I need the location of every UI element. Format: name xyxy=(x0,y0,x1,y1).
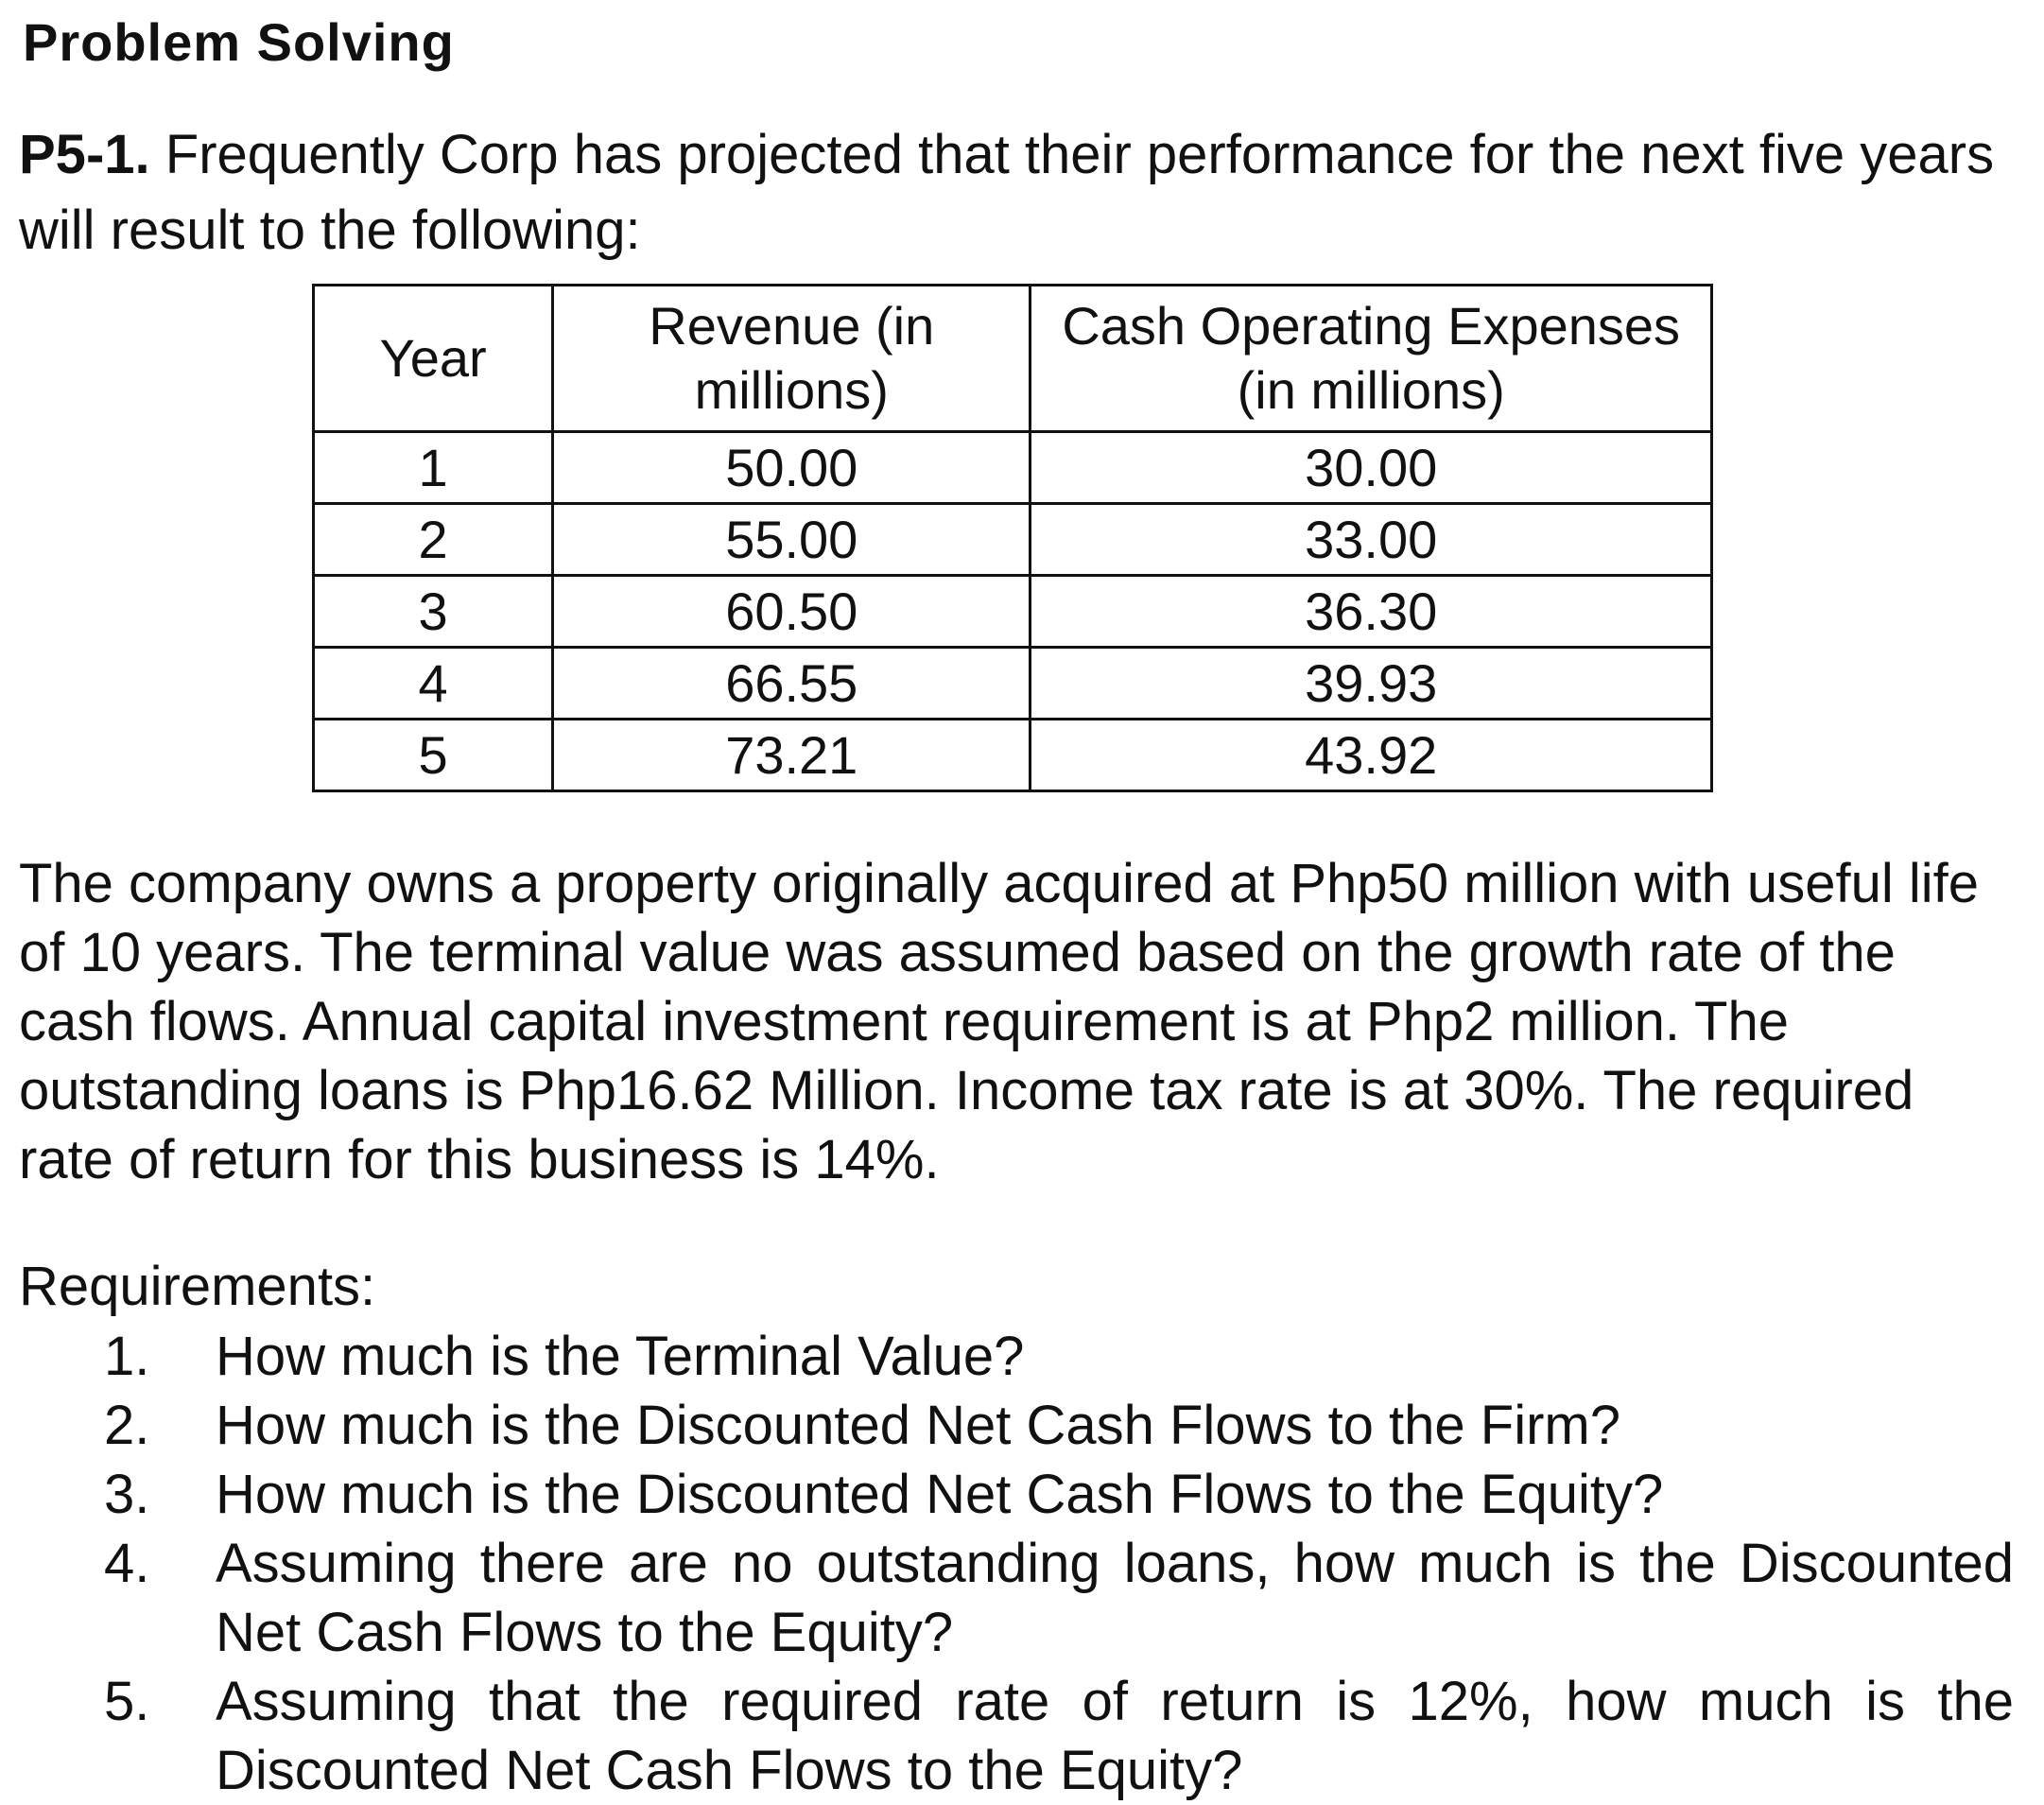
projection-table xyxy=(312,284,1713,792)
table-row xyxy=(314,648,1712,720)
item-number: 1. xyxy=(104,1326,150,1387)
list-item xyxy=(104,1529,2014,1667)
cell-expenses: 33.00 xyxy=(1031,504,1712,576)
item-text: How much is the Discounted Net Cash Flows to the Firm? xyxy=(216,1395,1620,1456)
cell-year: 5 xyxy=(314,720,553,791)
cell-expenses: 39.93 xyxy=(1031,648,1712,720)
list-item xyxy=(104,1667,2014,1805)
cell-year: 3 xyxy=(314,576,553,648)
table-header-row xyxy=(314,286,1712,432)
item-number: 2. xyxy=(104,1395,150,1456)
list-item xyxy=(104,1322,2014,1391)
item-text: How much is the Discounted Net Cash Flows to the Equity? xyxy=(216,1464,1664,1525)
requirements-list xyxy=(104,1322,2014,1805)
cell-revenue: 73.21 xyxy=(553,720,1031,791)
cell-revenue: 55.00 xyxy=(553,504,1031,576)
cell-year: 4 xyxy=(314,648,553,720)
item-text: Assuming that the required rate of return is 12%, how much is the Discounted Net Cash Flows to the Equity? xyxy=(216,1671,2014,1801)
table-row xyxy=(314,720,1712,791)
cell-revenue: 66.55 xyxy=(553,648,1031,720)
problem-intro-text: Frequently Corp has projected that their performance for the next five years will result to the following: xyxy=(19,124,1995,261)
cell-expenses: 43.92 xyxy=(1031,720,1712,791)
cell-expenses: 30.00 xyxy=(1031,432,1712,504)
cell-expenses: 36.30 xyxy=(1031,576,1712,648)
problem-id: P5-1. xyxy=(19,124,150,185)
cell-revenue: 60.50 xyxy=(553,576,1031,648)
item-number: 4. xyxy=(104,1533,150,1594)
cell-year: 2 xyxy=(314,504,553,576)
table-row xyxy=(314,576,1712,648)
list-item xyxy=(104,1460,2014,1529)
header-revenue: Revenue (in millions) xyxy=(553,286,1031,432)
table-row xyxy=(314,504,1712,576)
problem-description: The company owns a property originally acquired at Php50 million with useful life of 10 years. The terminal value was assumed based on the growth rate of the cash flows. Annual capital investment requirement is at Php2 million. The outstanding loans is Php16.62 Million. Income tax rate is at 30%. The required rate of return for this business is 14%. xyxy=(19,853,1979,1190)
table-row xyxy=(314,432,1712,504)
header-expenses: Cash Operating Expenses (in millions) xyxy=(1031,286,1712,432)
item-text: How much is the Terminal Value? xyxy=(216,1326,1025,1387)
section-title: Problem Solving xyxy=(23,12,455,72)
cell-revenue: 50.00 xyxy=(553,432,1031,504)
item-text: Assuming there are no outstanding loans, how much is the Discounted Net Cash Flows to the Equity? xyxy=(216,1533,2014,1663)
cell-year: 1 xyxy=(314,432,553,504)
item-number: 3. xyxy=(104,1464,150,1525)
list-item xyxy=(104,1391,2014,1460)
problem-intro xyxy=(19,117,2014,269)
requirements-heading: Requirements: xyxy=(19,1256,376,1317)
header-year: Year xyxy=(314,286,553,432)
item-number: 5. xyxy=(104,1671,150,1732)
